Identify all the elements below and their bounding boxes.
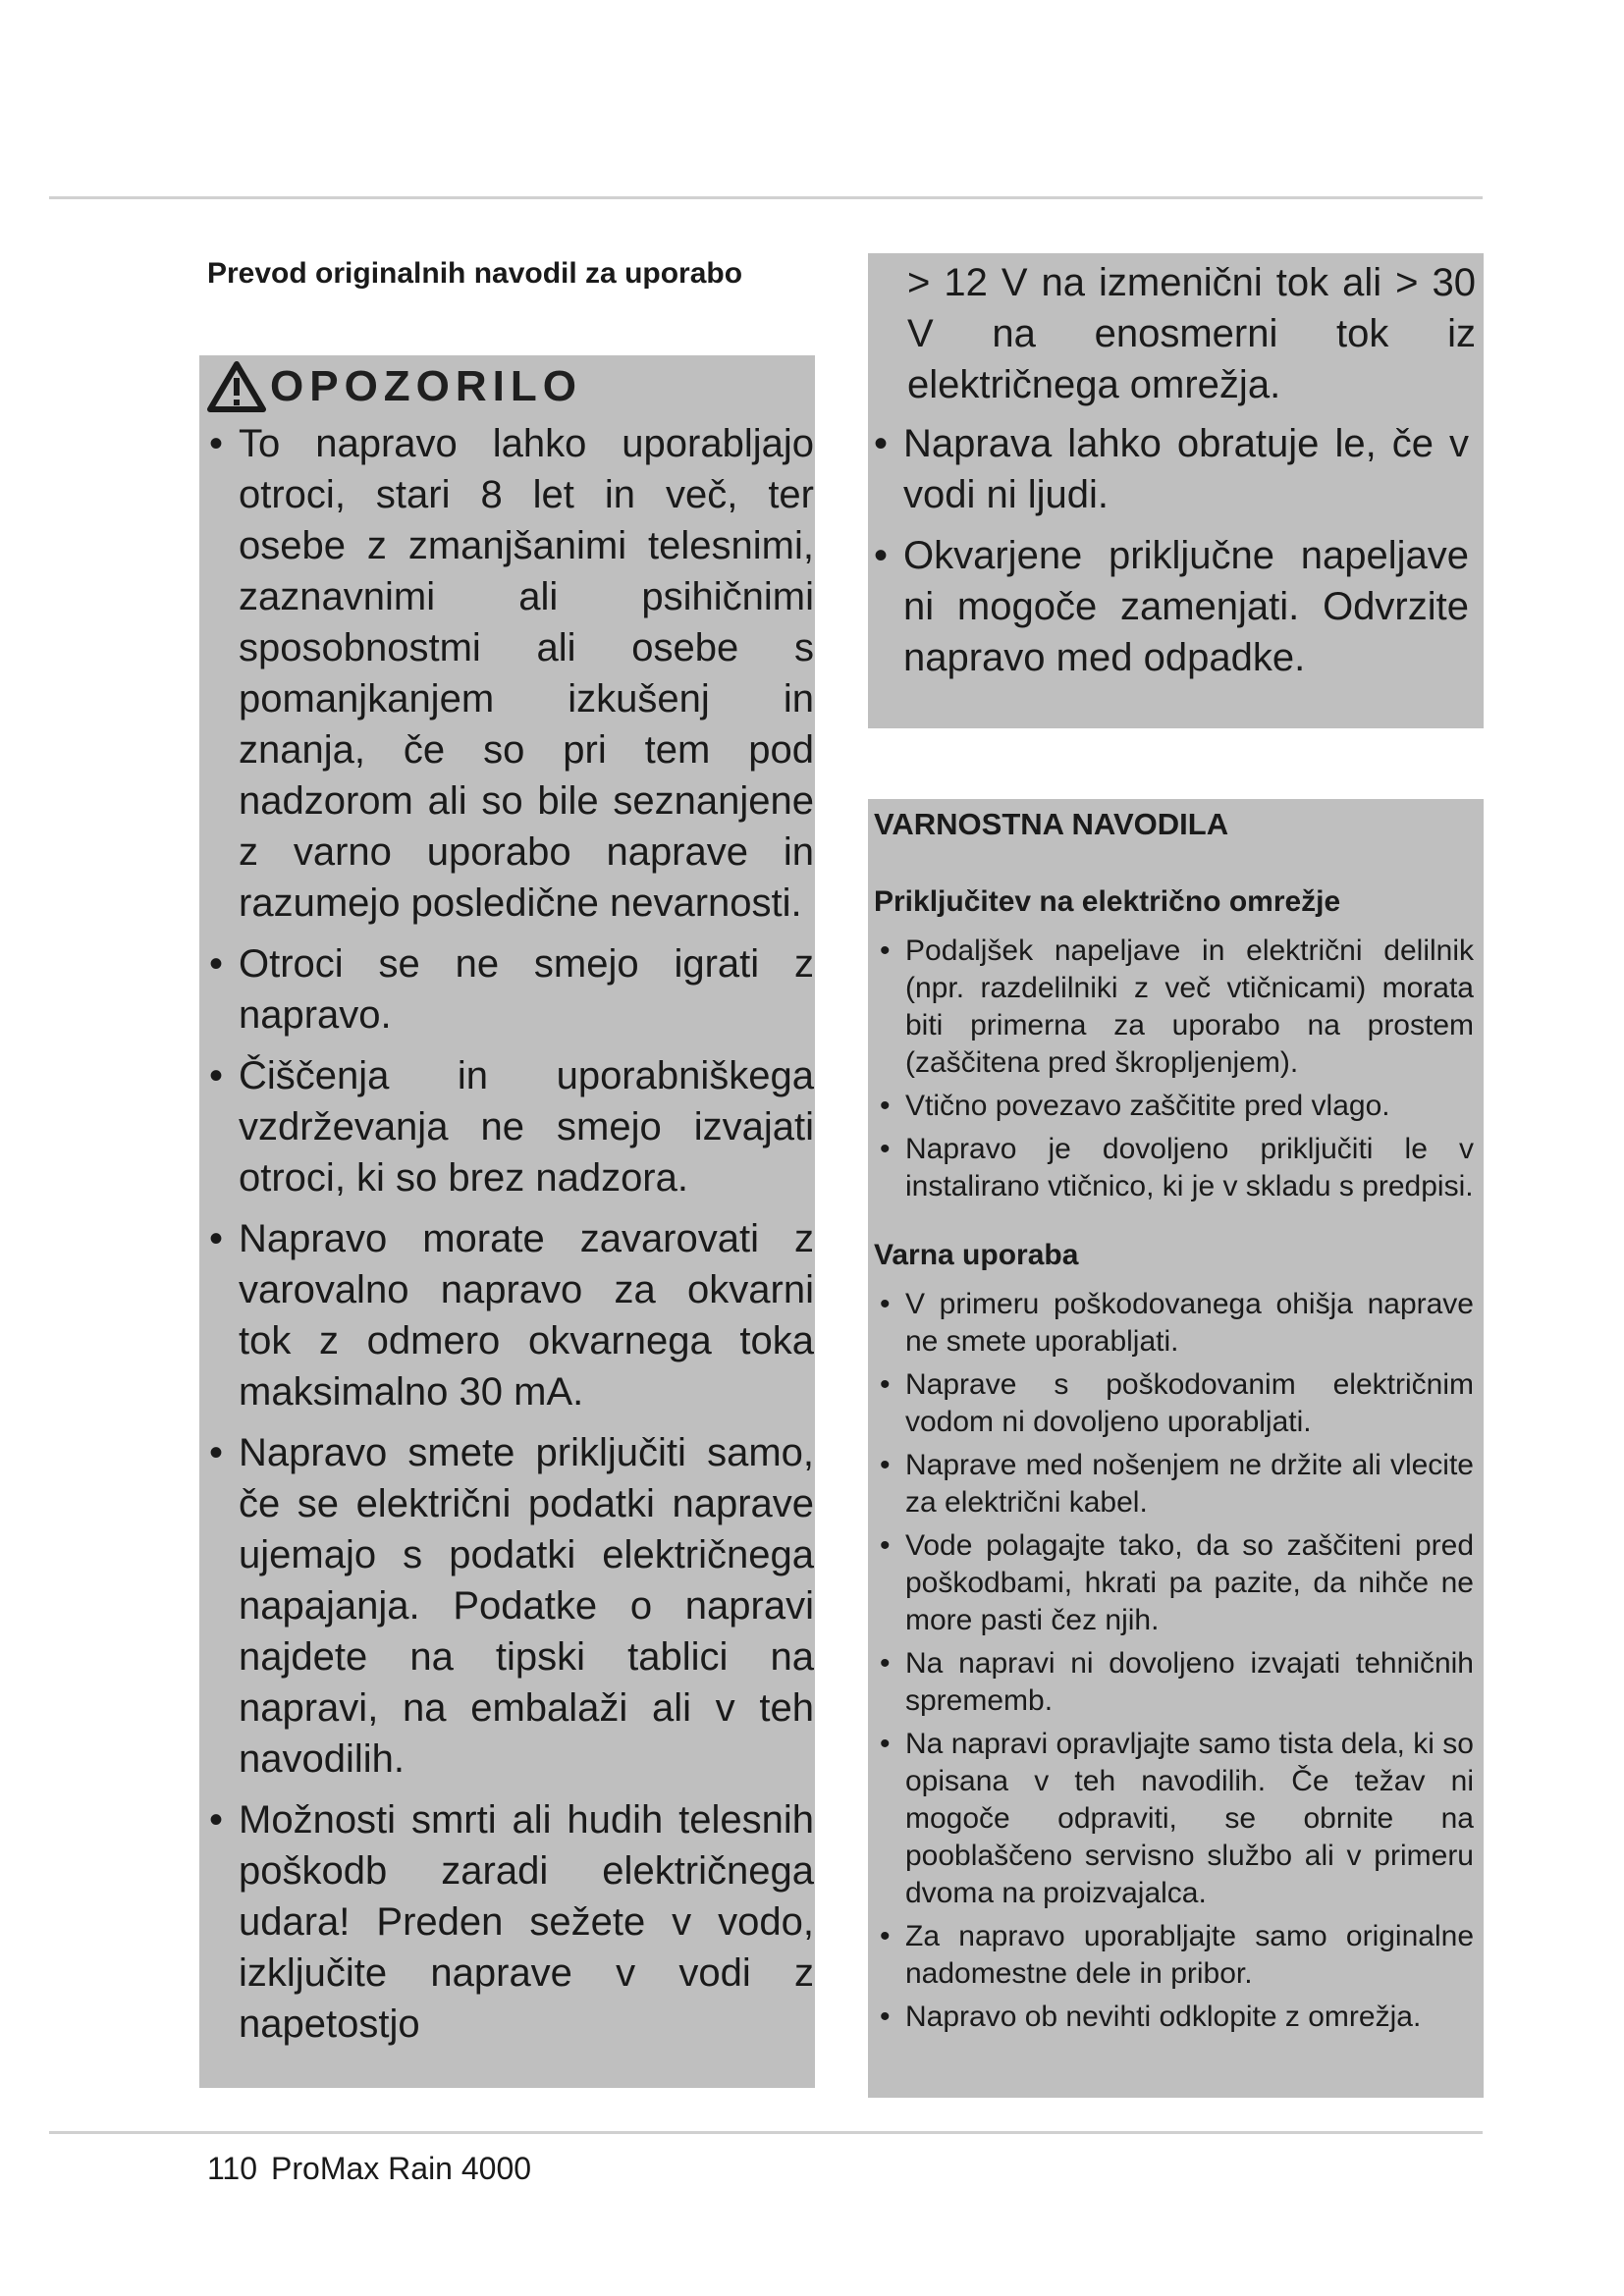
section-title-safe-use: Varna uporaba bbox=[874, 1239, 1079, 1271]
list-item: • Čiščenja in uporabniškega vzdrževanja ne smejo izvajati otroci, ki so brez nadzora. bbox=[207, 1050, 814, 1203]
warning-list bbox=[207, 418, 815, 2050]
product-name: ProMax Rain 4000 bbox=[271, 2151, 532, 2186]
list-item: • Naprave med nošenjem ne držite ali vlecite za električni kabel. bbox=[874, 1447, 1474, 1522]
list-item: • Možnosti smrti ali hudih telesnih poškodb zaradi električnega udara! Preden sežete v vodo, izključite naprave v vodi z napetostjo bbox=[207, 1794, 814, 2050]
document-title: Prevod originalnih navodil za uporabo bbox=[207, 257, 743, 290]
safe-use-list bbox=[874, 1286, 1474, 2036]
warning-box bbox=[199, 355, 815, 2088]
header-rule bbox=[49, 196, 1483, 199]
list-item: • Vtično povezavo zaščitite pred vlago. bbox=[874, 1088, 1474, 1125]
list-item: • Napravo ob nevihti odklopite z omrežja. bbox=[874, 1999, 1474, 2036]
list-item: • Podaljšek napeljave in električni delilnik (npr. razdelilniki z več vtičnicami) morata biti primerna za uporabo na prostem (zaščitena pred škropljenjem). bbox=[874, 933, 1474, 1082]
section-title-power: Priključitev na električno omrežje bbox=[874, 885, 1341, 918]
page-footer bbox=[207, 2151, 531, 2187]
safety-title: VARNOSTNA NAVODILA bbox=[874, 807, 1229, 841]
list-item: • Na napravi opravljajte samo tista dela, ki so opisana v teh navodilih. Če težav ni mogoče odpraviti, se obrnite na pooblaščeno servisno službo ali v primeru dvoma na proizvajalca. bbox=[874, 1726, 1474, 1912]
warning-box-continued bbox=[868, 253, 1484, 728]
warning-continuation: > 12 V na izmenični tok ali > 30 V na enosmerni tok iz električnega omrežja. bbox=[907, 261, 1476, 406]
list-item: • Na napravi ni dovoljeno izvajati tehničnih sprememb. bbox=[874, 1645, 1474, 1720]
list-item: • Naprava lahko obratuje le, če v vodi ni ljudi. bbox=[872, 418, 1469, 520]
list-item: • V primeru poškodovanega ohišja naprave ne smete uporabljati. bbox=[874, 1286, 1474, 1361]
list-item: • To napravo lahko uporabljajo otroci, stari 8 let in več, ter osebe z zmanjšanimi telesnimi, zaznavnimi ali psihičnimi sposobnostmi ali osebe s pomanjkanjem izkušenj in znanja, če so pri tem pod nadzorom ali so bile seznanjene z varno uporabo naprave in razumejo posledične nevarnosti. bbox=[207, 418, 814, 929]
list-item: • Naprave s poškodovanim električnim vodom ni dovoljeno uporabljati. bbox=[874, 1366, 1474, 1441]
warning-triangle-icon bbox=[207, 361, 266, 412]
list-item: • Napravo morate zavarovati z varovalno napravo za okvarni tok z odmero okvarnega toka maksimalno 30 mA. bbox=[207, 1213, 814, 1417]
list-item: • Za napravo uporabljajte samo originalne nadomestne dele in pribor. bbox=[874, 1918, 1474, 1993]
footer-rule bbox=[49, 2131, 1483, 2134]
warning-heading-label: OPOZORILO bbox=[270, 362, 582, 410]
page-number: 110 bbox=[207, 2151, 258, 2186]
power-list bbox=[874, 933, 1474, 1205]
list-item: • Otroci se ne smejo igrati z napravo. bbox=[207, 938, 814, 1041]
list-item: • Napravo smete priključiti samo, če se električni podatki naprave ujemajo s podatki električnega napajanja. Podatke o napravi najdete na tipski tablici na napravi, na embalaži ali v teh navodilih. bbox=[207, 1427, 814, 1785]
safety-instructions-box bbox=[868, 799, 1484, 2098]
list-item: • Vode polagajte tako, da so zaščiteni pred poškodbami, hkrati pa pazite, da nihče ne more pasti čez njih. bbox=[874, 1527, 1474, 1639]
warning-heading bbox=[207, 361, 815, 412]
warning-list-continued bbox=[872, 418, 1476, 683]
list-item: • Okvarjene priključne napeljave ni mogoče zamenjati. Odvrzite napravo med odpadke. bbox=[872, 530, 1469, 683]
list-item: • Napravo je dovoljeno priključiti le v instalirano vtičnico, ki je v skladu s predpisi. bbox=[874, 1131, 1474, 1205]
